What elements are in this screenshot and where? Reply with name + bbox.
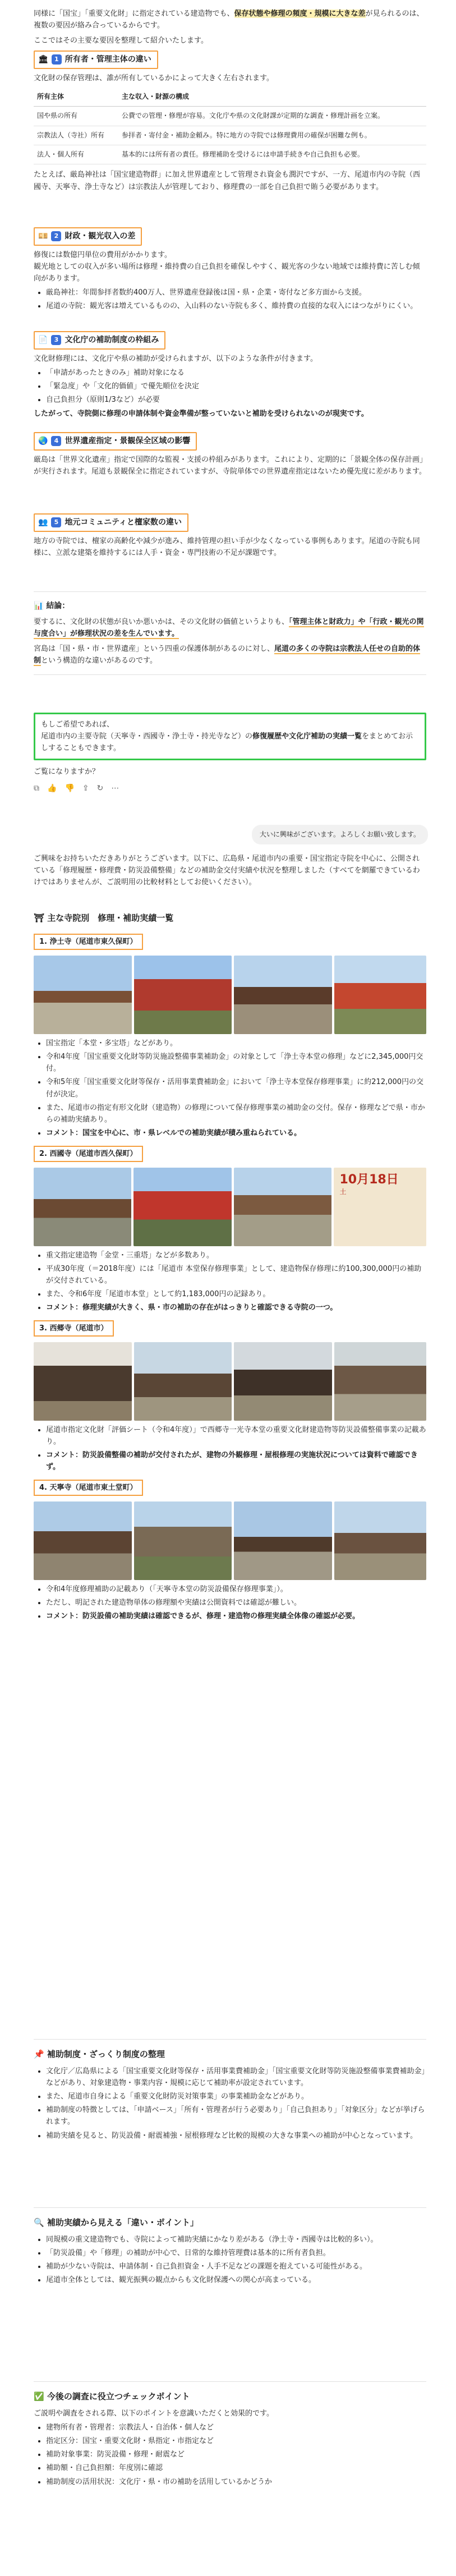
list-item: • コメント：国宝を中心に、市・県レベルでの補助実績が積み重ねられている。	[46, 1127, 426, 1139]
system-title: 📌 補助制度・ざっくり制度の整理	[34, 2049, 165, 2059]
points-section	[34, 2200, 426, 2288]
building-icon: 🏛	[38, 55, 48, 64]
offer-box: もしご希望であれば、 尾道市内の主要寺院（天寧寺・西國寺・浄土寺・持光寺など）の修復履歴や文化庁補助の実績一覧をまとめてお示しすることもできます。 ご覧になりますか？ ⧉ 👍 👎 ⇪ ↻ ⋯	[34, 707, 426, 800]
list-item: • 「防災設備」や「修理」の補助が中心で、日常的な維持管理費は基本的に所有者負担。	[46, 2247, 426, 2259]
list-item: • また、令和6年度「尾道市本堂」として約1,183,000円の記録あり。	[46, 1288, 426, 1300]
reply-intro: ご興味をお持ちいただきありがとうございます。以下に、広島県・尾道市内の重要・国宝指定寺院を中心に、公開されている「修理履歴・修理費・防災設備整備」などの補助金交付実績や状況を整理しました（すべてを網羅できているわけではありませんが、ご説明用の比較材料としてお使いください）。	[34, 855, 420, 887]
temple-heading: 3. 西郷寺（尾道市）	[34, 1320, 114, 1337]
chart-icon: 📊	[34, 601, 47, 610]
offer-highlight: もしご希望であれば、 尾道市内の主要寺院（天寧寺・西國寺・浄土寺・持光寺など）の修復履歴や文化庁補助の実績一覧をまとめてお示しすることもできます。	[34, 713, 426, 760]
section-community: 👥 5 地元コミュニティと檀家数の違い 地方の寺院では、檀家の高齢化や減少が進み、維持管理の担い手が少なくなっている事例もあります。尾道の寺院も同様に、立派な建築を維持するには人手・資金・専門技術の不足が課題です。	[34, 508, 426, 559]
photo-strip[interactable]	[34, 1342, 426, 1421]
table-row: 宗教法人（寺社）所有 参拝者・寄付金・補助金頼み。特に地方の寺院では修理費用の確保が困難な例も。	[34, 126, 426, 145]
section-heading: 🏛 1 所有者・管理主体の違い	[34, 50, 158, 69]
temple-photo[interactable]	[134, 1501, 232, 1580]
temple-photo[interactable]	[234, 1342, 332, 1421]
list-item: • 平成30年度（＝2018年度）には「尾道市 本堂保存修理事業」として、建造物保存修理に約100,300,000円の補助が交付されている。	[46, 1263, 426, 1287]
table-row: 法人・個人所有 基本的には所有者の責任。修理補助を受けるには申請手続きや自己負担も必要。	[34, 145, 426, 164]
user-message: 大いに興味がございます。よろしくお願い致します。	[252, 825, 428, 844]
temple-photo[interactable]	[34, 1342, 132, 1421]
conclusion-title: 📊 結論：	[34, 601, 70, 610]
search-icon: 🔍	[34, 2217, 47, 2228]
temple-heading: 2. 西國寺（尾道市西久保町）	[34, 1146, 143, 1162]
list-item: • 令和5年度「国宝重要文化財等保存・活用事業費補助金」において「浄土寺本堂保存修理事業」に約212,000円の交付が決定。	[46, 1076, 426, 1100]
temple-photo[interactable]	[234, 1501, 332, 1580]
photo-strip[interactable]	[34, 956, 426, 1034]
section-finance: 💴 2 財政・観光収入の差 修復には数億円単位の費用がかかります。 観光地としての収入が多い場所は修理・維持費の自己負担を確保しやすく、観光客の少ない地域では維持費に苦しむ傾向があります。 • 厳島神社：年間参拝者数約400万人、世界遺産登録後は国・県・企業・寄付など多方面から支援。 • 尾道の寺院：観光客は増えているものの、入山料のない寺院も多く、維持費の直接的な収入にはつながりにくい。	[34, 222, 426, 314]
section-subsidy: 📄 3 文化庁の補助制度の枠組み 文化財修理には、文化庁や県の補助が受けられますが、以下のような条件が付きます。 • 「申請があったときのみ」補助対象になる • 「緊急度」や「文化的価値」で優先順位を決定 • 自己負担分（原則1/3など）が必要 したがって、寺院側に修理の申請体制や資金準備が整っていないと補助を受けられないのが現実です。	[34, 325, 426, 420]
intro	[34, 8, 426, 50]
section-heading: 💴 2 財政・観光収入の差	[34, 227, 142, 246]
conclusion: 📊 結論： 要するに、文化財の状態が良いか悪いかは、その文化財の価値というよりも、「管理主体と財政力」や「行政・観光の関与度合い」が修理状況の差を生んでいます。 宮島は「国・県・市・世界遺産」という四重の保護体制があるのに対し、尾道の多くの寺院は宗教法人任せの自助的体制という構造的な違いがあるのです。	[34, 584, 426, 683]
more-icon[interactable]: ⋯	[111, 784, 119, 793]
list-item: • 国宝指定「本堂・多宝塔」などがあり。	[46, 1037, 426, 1049]
temple-icon: ⛩	[34, 913, 48, 923]
list-item: • ただし、明記された建造物単体の修理額や実績は公開資料では確認が難しい。	[46, 1597, 426, 1609]
temple-photo[interactable]	[334, 956, 427, 1034]
section-lead: 文化財の保存管理は、誰が所有しているかによって大きく左右されます。	[34, 74, 274, 82]
retry-icon[interactable]: ↻	[96, 784, 104, 793]
temple-photo[interactable]	[34, 956, 132, 1034]
thumbs-up-icon[interactable]: 👍	[47, 784, 57, 793]
copy-icon[interactable]: ⧉	[34, 784, 39, 793]
intro-line2: ここではその主要な要因を整理して紹介いたします。	[34, 36, 208, 45]
list-item: • 厳島神社：年間参拝者数約400万人、世界遺産登録後は国・県・企業・寄付など多方面から支援。	[46, 287, 426, 299]
pin-icon: 📌	[34, 2049, 47, 2059]
list-item: • 「緊急度」や「文化的価値」で優先順位を決定	[46, 380, 426, 392]
list-item: • 令和4年度修理補助の記載あり（「天寧寺本堂の防災設備保存修理事業」）。	[46, 1583, 426, 1595]
share-icon[interactable]: ⇪	[82, 784, 89, 793]
list-item: • 文化庁／広島県による「国宝重要文化財等保存・活用事業費補助金」「国宝重要文化財等防災施設整備事業費補助金」などがあり、対象建造物・事業内容・規模に応じて補助率が設定されています。	[46, 2065, 426, 2089]
list-item: • 補助実績を見ると、防災設備・耐震補強・屋根修理など比較的規模の大きな事業への補助が中心となっています。	[46, 2130, 426, 2142]
subsidy-system	[34, 2031, 426, 2144]
temple-photo[interactable]	[34, 1168, 131, 1246]
list-item: • 補助制度の活用状況：文化庁・県・市の補助を活用しているかどうか	[46, 2476, 426, 2488]
temple-photo[interactable]	[234, 1168, 331, 1246]
list-item: • 補助が少ない寺院は、申請体制・自己負担資金・人手不足などの課題を抱えている可能性がある。	[46, 2261, 426, 2272]
temple-photo[interactable]	[34, 1501, 132, 1580]
list-item: • コメント：防災設備整備の補助が交付されたが、建物の外観修理・屋根修理の実施状況については資料で確認できず。	[46, 1449, 426, 1473]
checks-section: ✅ 今後の調査に役立つチェックポイント ご説明や調査をされる際、以下のポイントを意識いただくと効果的です。 • 建物所有者・管理者：宗教法人・自治体・個人など • 指定区分：国宝・重要文化財・県指定・市指定など • 補助対象事業：防災設備・修理・耐震など • 補助額・自己負担額：年度別に確認 • 補助制度の活用状況：文化庁・県・市の補助を活用しているかどうか	[34, 2373, 426, 2490]
table-row: 国や県の所有 公費での管理・修理が容易。文化庁や県の文化財課が定期的な調査・修理計画を立案。	[34, 107, 426, 126]
list-item: • 指定区分：国宝・重要文化財・県指定・市指定など	[46, 2435, 426, 2447]
list-item: • 令和4年度「国宝重要文化財等防災施設整備事業補助金」の対象として「浄土寺本堂の修理」などに2,345,000円交付。	[46, 1051, 426, 1075]
section-ownership	[34, 45, 426, 193]
photo-strip[interactable]	[34, 1501, 426, 1580]
list-item: • 重文指定建造物「金堂・三重塔」などが多数あり。	[46, 1250, 426, 1261]
money-icon: 💴	[38, 232, 48, 241]
list-item: • また、尾道市自身による「重要文化財防災対策事業」の事業補助金などがあり。	[46, 2091, 426, 2102]
list-item: • 自己負担分（原則1/3など）が必要	[46, 394, 426, 406]
list-item: • 補助対象事業：防災設備・修理・耐震など	[46, 2449, 426, 2460]
points-title: 🔍 補助実績から見える「違い・ポイント」	[34, 2217, 199, 2228]
thumbs-down-icon[interactable]: 👎	[65, 784, 75, 793]
list-item: • コメント：防災設備の補助実績は確認できるが、修理・建造物の修理実績全体像の確認が必要。	[46, 1610, 426, 1622]
section-heading: 📄 3 文化庁の補助制度の枠組み	[34, 331, 165, 350]
section-world-heritage: 🌏 4 世界遺産指定・景観保全区域の影響 厳島は「世界文化遺産」指定で国際的な監視・支援の枠組みがあります。これにより、定期的に「景観全体の保存計画」が実行されます。尾道も景観保全に指定されていますが、寺院単体での世界遺産指定はないため優先度に差があります。	[34, 426, 426, 477]
temple-list	[34, 903, 426, 1624]
people-icon: 👥	[38, 518, 48, 527]
list-item: • 建物所有者・管理者：宗教法人・自治体・個人など	[46, 2422, 426, 2433]
temple-heading: 4. 天寧寺（尾道市東土堂町）	[34, 1480, 143, 1496]
section-heading: 🌏 4 世界遺産指定・景観保全区域の影響	[34, 432, 197, 451]
list-title: ⛩ 主な寺院別 修理・補助実績一覧	[34, 913, 174, 923]
temple-photo[interactable]	[134, 956, 232, 1034]
temple-photo[interactable]	[334, 1501, 427, 1580]
list-item: • 尾道市全体としては、観光振興の観点からも文化財保護への関心が高まっている。	[46, 2274, 426, 2286]
temple-heading: 1. 浄土寺（尾道市東久保町）	[34, 934, 143, 950]
temple-photo[interactable]	[134, 1342, 232, 1421]
list-item: • 「申請があったときのみ」補助対象になる	[46, 367, 426, 379]
section-heading: 👥 5 地元コミュニティと檀家数の違い	[34, 513, 188, 532]
ownership-table: 所有主体 主な収入・財源の構成 国や県の所有 公費での管理・修理が容易。文化庁や県の文化財課が定期的な調査・修理計画を立案。 宗教法人（寺社）所有 参拝者・寄付金・補助金頼み。特に地方の寺院では修理費用の確保が困難な例も。 法人・個人所有 基本的には所有者の責任。修理補助を受けるには申請手続きや自己負担も必要。	[34, 88, 426, 165]
list-item: • 補助額・自己負担額：年度別に確認	[46, 2462, 426, 2474]
list-item: • 尾道市指定文化財「評価シート（令和4年度）」で西郷寺一光寺本堂の重要文化財建造物等防災設備整備事業の記載あり。	[46, 1424, 426, 1448]
check-icon: ✅	[34, 2391, 47, 2401]
list-item: • コメント：修理実績が大きく、県・市の補助の存在がはっきりと確認できる寺院の一つ。	[46, 1302, 426, 1314]
response-toolbar	[34, 782, 426, 795]
section-text: たとえば、厳島神社は「国宝建造物群」に加え世界遺産として管理され資金も潤沢ですが、一方、尾道市内の寺院（西國寺、天寧寺、浄土寺など）は宗教法人が管理しており、修理費の一部を自己負担で賄う必要があります。	[34, 171, 421, 191]
checks-title: ✅ 今後の調査に役立つチェックポイント	[34, 2391, 190, 2401]
document-icon: 📄	[38, 336, 48, 345]
intro-line1: 同様に「国宝」「重要文化財」に指定されている建造物でも、保存状態や修理の頻度・規模に大きな差が見られるのは、複数の要因が絡み合っているからです。	[34, 10, 424, 30]
photo-strip[interactable]	[34, 1168, 426, 1246]
globe-icon: 🌏	[38, 437, 48, 446]
list-item: • 尾道の寺院：観光客は増えているものの、入山料のない寺院も多く、維持費の直接的な収入にはつながりにくい。	[46, 300, 426, 312]
temple-photo[interactable]	[334, 1342, 427, 1421]
temple-photo[interactable]	[234, 956, 332, 1034]
event-poster[interactable]: 10月18日 土	[334, 1168, 426, 1246]
list-item: • また、尾道市の指定有形文化財（建造物）の修理について保存修理事業の補助金の交付。保存・修理などで県・市からの補助実績あり。	[46, 1102, 426, 1126]
list-item: • 同規模の重文建造物でも、寺院によって補助実績にかなり差がある（浄土寺・西國寺は比較的多い）。	[46, 2234, 426, 2246]
list-item: • 補助制度の特徴としては、「申請ベース」「所有・管理者が行う必要あり」「自己負担あり」「対象区分」などが挙げられます。	[46, 2104, 426, 2128]
temple-photo[interactable]	[133, 1168, 231, 1246]
